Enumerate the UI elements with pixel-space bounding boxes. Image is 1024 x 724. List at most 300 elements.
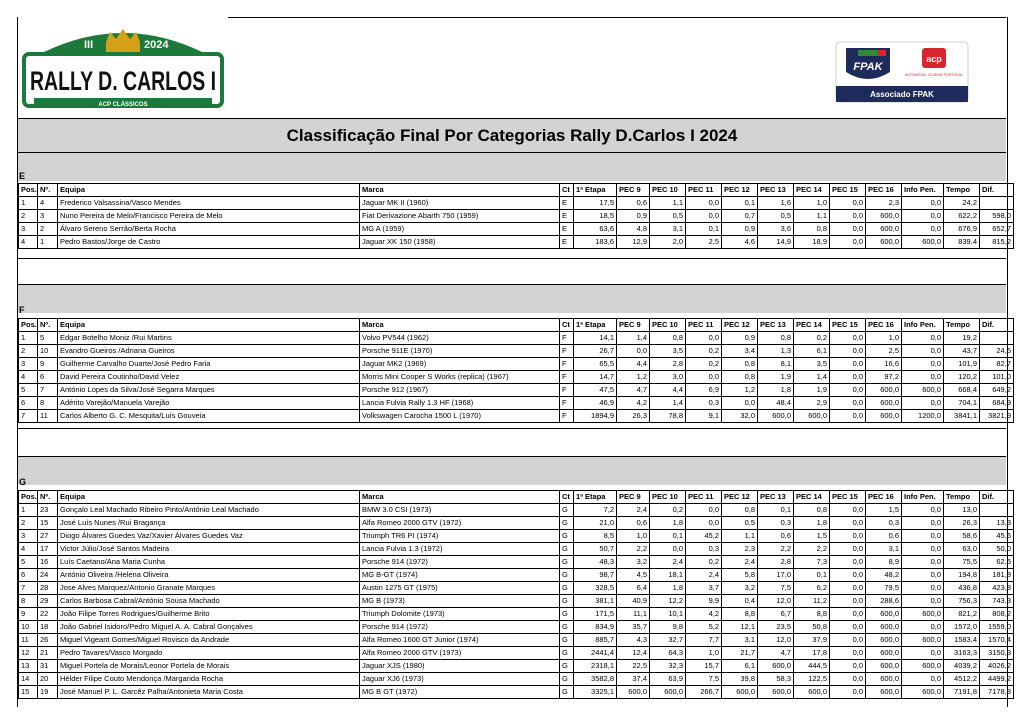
- table-cell: 47,5: [574, 384, 617, 397]
- table-cell: 40,9: [617, 595, 650, 608]
- table-cell: 1,0: [866, 332, 902, 345]
- column-header: Equipa: [58, 491, 360, 504]
- table-cell: 0,3: [758, 517, 794, 530]
- table-cell: 3,5: [794, 358, 830, 371]
- table-cell: 37,4: [617, 673, 650, 686]
- table-cell: 600,0: [902, 634, 944, 647]
- table-cell: 1: [38, 236, 58, 249]
- column-header: PEC 13: [758, 184, 794, 197]
- table-cell: 28: [38, 582, 58, 595]
- table-cell: 0,0: [830, 210, 866, 223]
- table-cell: 65,5: [574, 358, 617, 371]
- table-cell: F: [560, 384, 574, 397]
- table-cell: 0,0: [830, 543, 866, 556]
- table-row: [19, 358, 1014, 371]
- table-cell: 11,1: [617, 608, 650, 621]
- table-cell: [980, 332, 1014, 345]
- table-cell: 45,6: [980, 530, 1014, 543]
- table-cell: 7,5: [758, 582, 794, 595]
- table-cell: 6,2: [794, 582, 830, 595]
- table-cell: 743,3: [980, 595, 1014, 608]
- table-cell: 17,0: [758, 569, 794, 582]
- table-cell: 63,0: [944, 543, 980, 556]
- table-cell: 3,1: [650, 223, 686, 236]
- table-cell: 3: [38, 210, 58, 223]
- table-cell: 600,0: [902, 660, 944, 673]
- table-cell: 0,2: [794, 332, 830, 345]
- table-cell: 0,0: [830, 595, 866, 608]
- table-cell: Porsche 914 (1972): [360, 621, 560, 634]
- table-cell: 4512,2: [944, 673, 980, 686]
- table-cell: Porsche 911E (1970): [360, 345, 560, 358]
- table-cell: 3582,8: [574, 673, 617, 686]
- table-cell: 101,9: [944, 358, 980, 371]
- table-cell: 26,3: [617, 410, 650, 423]
- table-cell: 0,0: [830, 582, 866, 595]
- table-cell: 7191,8: [944, 686, 980, 699]
- table-cell: Triumph Dolomite (1973): [360, 608, 560, 621]
- table-cell: 4,2: [617, 397, 650, 410]
- table-cell: 1,5: [866, 504, 902, 517]
- table-cell: António Lopes da Silva/José Segarra Marques: [58, 384, 360, 397]
- table-cell: 0,0: [830, 332, 866, 345]
- table-cell: 4: [19, 371, 38, 384]
- column-header: Dif.: [980, 319, 1014, 332]
- table-row: [19, 197, 1014, 210]
- table-cell: 2,4: [722, 556, 758, 569]
- table-cell: Hélder Filipe Couto Mendonça /Margarida Rocha: [58, 673, 360, 686]
- table-cell: G: [560, 556, 574, 569]
- table-cell: Frederico Valsassina/Vasco Mendes: [58, 197, 360, 210]
- table-cell: 0,0: [686, 210, 722, 223]
- column-header: 1ª Etapa: [574, 319, 617, 332]
- column-header: Marca: [360, 184, 560, 197]
- table-cell: 12,4: [617, 647, 650, 660]
- table-cell: 3,1: [866, 543, 902, 556]
- column-header: Nº.: [38, 319, 58, 332]
- table-cell: G: [560, 530, 574, 543]
- table-cell: Luís Caetano/Ana Maria Cunha: [58, 556, 360, 569]
- table-cell: 8,5: [574, 530, 617, 543]
- table-cell: 11: [38, 410, 58, 423]
- results-table-g: [18, 490, 1014, 699]
- table-cell: 4,4: [650, 384, 686, 397]
- fpak-brand: FPAK: [853, 61, 883, 73]
- table-cell: 1,1: [794, 210, 830, 223]
- table-cell: 0,0: [902, 223, 944, 236]
- table-cell: 6,1: [794, 345, 830, 358]
- table-cell: 0,2: [686, 345, 722, 358]
- table-cell: 10: [38, 345, 58, 358]
- table-cell: 50,0: [980, 543, 1014, 556]
- table-cell: G: [560, 621, 574, 634]
- table-cell: Nuno Pereira de Melo/Francisco Pereira de Melo: [58, 210, 360, 223]
- table-cell: 7: [19, 582, 38, 595]
- table-cell: 381,1: [574, 595, 617, 608]
- table-cell: 668,4: [944, 384, 980, 397]
- table-cell: 600,0: [722, 686, 758, 699]
- table-cell: 2,5: [686, 236, 722, 249]
- column-header: Tempo: [944, 184, 980, 197]
- table-cell: [980, 197, 1014, 210]
- table-cell: Jaguar XK 150 (1958): [360, 236, 560, 249]
- table-cell: 2: [19, 210, 38, 223]
- table-cell: 6,1: [722, 660, 758, 673]
- table-cell: 839,4: [944, 236, 980, 249]
- table-cell: 4,2: [686, 608, 722, 621]
- table-cell: 2: [38, 223, 58, 236]
- table-cell: Edgar Botelho Moniz /Rui Martins: [58, 332, 360, 345]
- column-header: Ct: [560, 184, 574, 197]
- table-cell: 808,2: [980, 608, 1014, 621]
- table-cell: 0,0: [902, 673, 944, 686]
- table-cell: Miguel Vigeant Gomes/Miguel Rovisco da Andrade: [58, 634, 360, 647]
- table-cell: 12,2: [650, 595, 686, 608]
- table-cell: 8,1: [758, 358, 794, 371]
- table-cell: 1,4: [794, 371, 830, 384]
- table-cell: 0,0: [902, 621, 944, 634]
- table-cell: E: [560, 210, 574, 223]
- table-cell: 26,7: [574, 345, 617, 358]
- table-cell: 600,0: [758, 660, 794, 673]
- table-cell: Lancia Fulvia Rally 1.3 HF (1968): [360, 397, 560, 410]
- table-cell: Volvo PV544 (1962): [360, 332, 560, 345]
- column-header: PEC 16: [866, 319, 902, 332]
- table-cell: 0,9: [617, 210, 650, 223]
- table-cell: 0,5: [650, 210, 686, 223]
- table-cell: 9,9: [686, 595, 722, 608]
- table-cell: Porsche 914 (1972): [360, 556, 560, 569]
- table-cell: 1,1: [650, 197, 686, 210]
- table-cell: 600,0: [902, 686, 944, 699]
- table-cell: 2,3: [866, 197, 902, 210]
- table-cell: 62,5: [980, 556, 1014, 569]
- table-cell: João Gabriel Isidoro/Pedro Miguel A. A. Cabral Gonçalves: [58, 621, 360, 634]
- table-cell: José Luís Nunes /Rui Bragança: [58, 517, 360, 530]
- table-cell: 600,0: [650, 686, 686, 699]
- acp-small-text: AUTOMÓVEL CLUB DE PORTUGAL: [904, 73, 964, 77]
- table-cell: G: [560, 608, 574, 621]
- table-cell: 5: [38, 332, 58, 345]
- table-cell: 0,0: [830, 345, 866, 358]
- fpak-tagline: Associado FPAK: [870, 90, 934, 99]
- table-cell: 3,1: [722, 634, 758, 647]
- table-cell: 16,6: [866, 358, 902, 371]
- column-header: Nº.: [38, 491, 58, 504]
- column-header: PEC 15: [830, 319, 866, 332]
- table-cell: 3,0: [650, 371, 686, 384]
- table-row: [19, 332, 1014, 345]
- table-cell: 0,0: [902, 582, 944, 595]
- table-cell: Triumph TR6 PI (1974): [360, 530, 560, 543]
- column-header: Marca: [360, 491, 560, 504]
- table-cell: 12: [19, 647, 38, 660]
- table-cell: 24,5: [980, 345, 1014, 358]
- table-cell: MG A (1959): [360, 223, 560, 236]
- table-cell: 1,8: [650, 517, 686, 530]
- table-cell: 32,7: [650, 634, 686, 647]
- table-cell: 600,0: [866, 236, 902, 249]
- table-cell: 194,8: [944, 569, 980, 582]
- table-row: [19, 660, 1014, 673]
- table-cell: 600,0: [758, 686, 794, 699]
- table-cell: 1,0: [617, 530, 650, 543]
- table-cell: 2,0: [650, 236, 686, 249]
- table-cell: G: [560, 634, 574, 647]
- table-cell: 10: [19, 621, 38, 634]
- table-cell: 58,3: [758, 673, 794, 686]
- table-cell: 0,8: [758, 332, 794, 345]
- table-cell: 82,7: [980, 358, 1014, 371]
- table-cell: 0,0: [686, 517, 722, 530]
- column-header: PEC 10: [650, 491, 686, 504]
- table-cell: 1,6: [758, 197, 794, 210]
- table-cell: 622,2: [944, 210, 980, 223]
- table-row: [19, 569, 1014, 582]
- table-cell: 0,3: [686, 543, 722, 556]
- table-cell: 0,1: [722, 197, 758, 210]
- table-cell: 821,2: [944, 608, 980, 621]
- table-header-row: [19, 184, 1014, 197]
- table-cell: 97,2: [866, 371, 902, 384]
- table-cell: 600,0: [866, 397, 902, 410]
- logo-name: RALLY D. CARLOS I: [30, 66, 216, 96]
- table-cell: 600,0: [866, 223, 902, 236]
- table-cell: Fiat Derivazione Abarth 750 (1959): [360, 210, 560, 223]
- table-cell: 1572,0: [944, 621, 980, 634]
- table-row: [19, 530, 1014, 543]
- results-table-f: [18, 318, 1014, 423]
- column-header: Tempo: [944, 491, 980, 504]
- table-cell: 37,9: [794, 634, 830, 647]
- table-header-row: [19, 491, 1014, 504]
- column-header: Pos.: [19, 319, 38, 332]
- table-cell: 600,0: [866, 621, 902, 634]
- table-cell: 328,5: [574, 582, 617, 595]
- table-cell: 600,0: [866, 384, 902, 397]
- table-cell: 9,1: [686, 410, 722, 423]
- table-cell: G: [560, 582, 574, 595]
- table-cell: 4039,2: [944, 660, 980, 673]
- table-cell: 0,0: [902, 556, 944, 569]
- crown-icon: [106, 29, 140, 52]
- table-cell: 2,9: [794, 397, 830, 410]
- table-cell: 0,0: [830, 197, 866, 210]
- table-cell: 15: [19, 686, 38, 699]
- table-cell: 0,0: [902, 595, 944, 608]
- table-cell: 64,3: [650, 647, 686, 660]
- section-band-e: [18, 152, 1006, 181]
- table-cell: Porsche 912 (1967): [360, 384, 560, 397]
- table-cell: 50,8: [794, 621, 830, 634]
- table-row: [19, 397, 1014, 410]
- table-cell: 0,0: [902, 543, 944, 556]
- column-header: PEC 15: [830, 491, 866, 504]
- section-label-e: E: [19, 171, 26, 181]
- table-cell: 1200,0: [902, 410, 944, 423]
- table-cell: 2: [19, 345, 38, 358]
- table-cell: G: [560, 504, 574, 517]
- table-cell: 600,0: [866, 210, 902, 223]
- table-cell: 600,0: [866, 608, 902, 621]
- column-header: PEC 9: [617, 491, 650, 504]
- table-cell: 0,0: [902, 530, 944, 543]
- table-cell: 50,7: [574, 543, 617, 556]
- table-cell: 600,0: [902, 236, 944, 249]
- column-header: PEC 12: [722, 491, 758, 504]
- column-header: PEC 16: [866, 491, 902, 504]
- table-cell: E: [560, 197, 574, 210]
- table-cell: 0,0: [902, 517, 944, 530]
- table-cell: 0,3: [866, 517, 902, 530]
- table-cell: Evandro Gueiros /Adriana Gueiros: [58, 345, 360, 358]
- table-cell: 3,7: [686, 582, 722, 595]
- table-cell: 0,0: [830, 504, 866, 517]
- table-cell: 0,1: [758, 504, 794, 517]
- column-header: PEC 13: [758, 319, 794, 332]
- column-header: Marca: [360, 319, 560, 332]
- table-cell: 2318,1: [574, 660, 617, 673]
- table-cell: 10,1: [650, 608, 686, 621]
- acp-brand: acp: [926, 54, 942, 64]
- table-cell: 3841,1: [944, 410, 980, 423]
- table-cell: 32,0: [722, 410, 758, 423]
- table-cell: 63,9: [650, 673, 686, 686]
- table-cell: 13,0: [944, 504, 980, 517]
- column-header: Equipa: [58, 184, 360, 197]
- table-cell: 13,3: [980, 517, 1014, 530]
- table-cell: 815,2: [980, 236, 1014, 249]
- table-cell: 18,5: [574, 210, 617, 223]
- table-cell: 600,0: [866, 673, 902, 686]
- table-cell: MG B (1973): [360, 595, 560, 608]
- table-cell: 1,2: [722, 384, 758, 397]
- table-cell: 21,7: [722, 647, 758, 660]
- table-cell: 600,0: [866, 647, 902, 660]
- table-cell: 0,0: [650, 543, 686, 556]
- table-cell: Jaguar MK II (1960): [360, 197, 560, 210]
- table-cell: Alfa Romeo 2000 GTV (1972): [360, 517, 560, 530]
- table-cell: Carlos Alberto G. C. Mesquita/Luís Gouveia: [58, 410, 360, 423]
- table-row: [19, 345, 1014, 358]
- table-row: [19, 595, 1014, 608]
- table-cell: E: [560, 223, 574, 236]
- table-cell: 0,7: [722, 210, 758, 223]
- table-cell: 6: [19, 397, 38, 410]
- table-cell: 6: [38, 371, 58, 384]
- table-cell: 0,8: [722, 358, 758, 371]
- table-cell: Guilherme Carvalho Duarte/José Pedro Faria: [58, 358, 360, 371]
- column-header: Ct: [560, 319, 574, 332]
- table-cell: 48,4: [758, 397, 794, 410]
- table-cell: 1,8: [758, 384, 794, 397]
- table-cell: 4: [19, 543, 38, 556]
- column-header: PEC 14: [794, 184, 830, 197]
- title-band: [18, 118, 1006, 153]
- table-cell: 444,5: [794, 660, 830, 673]
- table-cell: 0,0: [830, 384, 866, 397]
- table-cell: 676,9: [944, 223, 980, 236]
- table-cell: G: [560, 595, 574, 608]
- table-cell: 2,4: [650, 556, 686, 569]
- table-cell: 0,5: [722, 517, 758, 530]
- table-cell: António Oliveira /Helena Oliveira: [58, 569, 360, 582]
- table-row: [19, 634, 1014, 647]
- table-row: [19, 236, 1014, 249]
- table-cell: 23: [38, 504, 58, 517]
- table-cell: 0,0: [830, 517, 866, 530]
- table-cell: 0,2: [686, 556, 722, 569]
- table-cell: G: [560, 647, 574, 660]
- table-cell: 0,8: [722, 504, 758, 517]
- table-cell: 8,8: [794, 608, 830, 621]
- table-cell: 600,0: [866, 660, 902, 673]
- column-header: 1ª Etapa: [574, 491, 617, 504]
- table-cell: 0,9: [722, 223, 758, 236]
- logo-year: 2024: [144, 39, 169, 51]
- table-cell: 4: [38, 197, 58, 210]
- table-cell: 6,7: [758, 608, 794, 621]
- table-cell: 171,5: [574, 608, 617, 621]
- table-cell: 3,5: [650, 345, 686, 358]
- table-cell: 0,0: [830, 397, 866, 410]
- table-cell: 63,6: [574, 223, 617, 236]
- table-cell: 1570,4: [980, 634, 1014, 647]
- table-cell: Adérito Varejão/Manuela Varejão: [58, 397, 360, 410]
- column-header: PEC 15: [830, 184, 866, 197]
- table-cell: G: [560, 517, 574, 530]
- table-cell: 2,8: [758, 556, 794, 569]
- table-cell: 436,8: [944, 582, 980, 595]
- table-cell: 2441,4: [574, 647, 617, 660]
- table-cell: Jaguar XJ6 (1973): [360, 673, 560, 686]
- table-cell: 600,0: [866, 686, 902, 699]
- table-cell: 0,0: [722, 397, 758, 410]
- table-cell: 1,4: [650, 397, 686, 410]
- table-cell: G: [560, 543, 574, 556]
- table-cell: 3,2: [722, 582, 758, 595]
- table-cell: 24: [38, 569, 58, 582]
- table-cell: 4: [19, 236, 38, 249]
- table-cell: 98,7: [574, 569, 617, 582]
- header-rule: [228, 17, 1006, 18]
- table-cell: 0,1: [686, 223, 722, 236]
- table-cell: F: [560, 358, 574, 371]
- column-header: Info Pen.: [902, 184, 944, 197]
- table-cell: 7,7: [686, 634, 722, 647]
- table-cell: 0,0: [686, 371, 722, 384]
- table-cell: 1559,0: [980, 621, 1014, 634]
- page-title: Classificação Final Por Categorias Rally D.Carlos I 2024: [286, 125, 738, 145]
- table-cell: 600,0: [794, 410, 830, 423]
- table-cell: 8,9: [866, 556, 902, 569]
- table-cell: Carlos Barbosa Cabral/António Sousa Machado: [58, 595, 360, 608]
- table-cell: 0,9: [722, 332, 758, 345]
- table-cell: 266,7: [686, 686, 722, 699]
- table-cell: 600,0: [617, 686, 650, 699]
- table-cell: 75,5: [944, 556, 980, 569]
- table-cell: 12,0: [758, 634, 794, 647]
- table-cell: 15,7: [686, 660, 722, 673]
- table-cell: 0,4: [722, 595, 758, 608]
- table-cell: MG B-GT (1974): [360, 569, 560, 582]
- table-cell: 0,0: [830, 634, 866, 647]
- table-cell: 1,0: [686, 647, 722, 660]
- table-cell: 684,9: [980, 397, 1014, 410]
- table-cell: 0,0: [686, 197, 722, 210]
- table-cell: F: [560, 332, 574, 345]
- table-row: [19, 517, 1014, 530]
